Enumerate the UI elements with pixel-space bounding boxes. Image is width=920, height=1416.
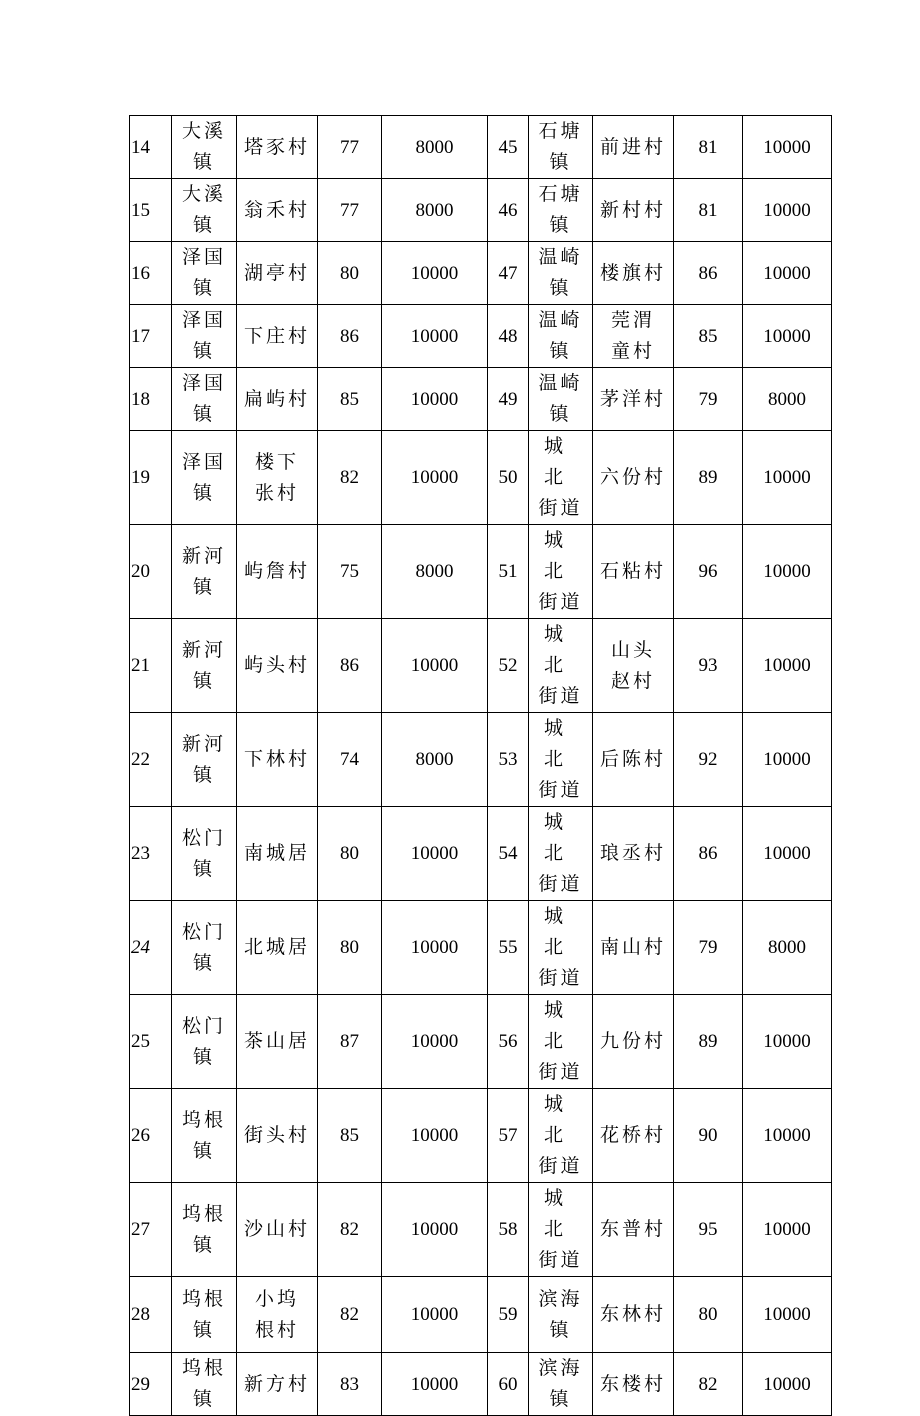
amount-right: 10000 [743, 1353, 832, 1416]
town-right [529, 901, 593, 995]
score-right: 82 [674, 1353, 743, 1416]
village-right: 东楼村 [593, 1353, 674, 1416]
amount-right: 10000 [743, 1183, 832, 1277]
cell-line: 街道 [538, 1061, 583, 1083]
village-left: 下庄村 [237, 305, 318, 368]
row-number-right: 50 [488, 431, 529, 525]
row-number-left: 24 [130, 901, 172, 995]
row-number-right: 48 [488, 305, 529, 368]
row-number-left: 20 [130, 525, 172, 619]
town-left [172, 713, 237, 807]
cell-line: 城北 [543, 999, 577, 1052]
village-right: 东林村 [593, 1277, 674, 1353]
amount-left: 10000 [382, 807, 488, 901]
village-right: 新村村 [593, 179, 674, 242]
amount-left: 10000 [382, 431, 488, 525]
cell-line: 街道 [538, 873, 583, 895]
town-right [529, 431, 593, 525]
score-right: 86 [674, 242, 743, 305]
score-right: 86 [674, 807, 743, 901]
score-left: 75 [318, 525, 382, 619]
row-number-right: 46 [488, 179, 529, 242]
row-number-left: 19 [130, 431, 172, 525]
cell-line: 镇 [192, 1388, 215, 1410]
cell-line: 镇 [192, 669, 215, 692]
cell-line: 镇 [549, 151, 572, 173]
village-right: 东普村 [593, 1183, 674, 1277]
table-row [130, 901, 832, 995]
cell-line: 街道 [538, 1155, 583, 1177]
cell-line: 镇 [192, 1045, 215, 1068]
town-right [529, 1277, 593, 1353]
cell-line: 新河 [181, 638, 226, 661]
cell-line: 新河 [181, 544, 226, 567]
cell-line: 镇 [192, 214, 215, 236]
amount-left: 8000 [382, 713, 488, 807]
row-number-left: 27 [130, 1183, 172, 1277]
village-left: 新方村 [237, 1353, 318, 1416]
cell-line: 街道 [538, 497, 583, 519]
row-number-left: 25 [130, 995, 172, 1089]
amount-right: 10000 [743, 1089, 832, 1183]
score-left: 82 [318, 431, 382, 525]
town-left [172, 431, 237, 525]
score-right: 95 [674, 1183, 743, 1277]
cell-line: 小坞 [254, 1287, 299, 1310]
amount-right: 8000 [743, 368, 832, 431]
row-number-right: 54 [488, 807, 529, 901]
score-left: 85 [318, 368, 382, 431]
score-right: 89 [674, 995, 743, 1089]
cell-line: 镇 [549, 1388, 572, 1410]
cell-line: 镇 [192, 1139, 215, 1162]
cell-line: 滨海 [538, 1287, 583, 1310]
village-left: 南城居 [237, 807, 318, 901]
amount-right: 10000 [743, 1277, 832, 1353]
score-left: 80 [318, 901, 382, 995]
cell-line: 温崎 [538, 372, 583, 394]
cell-line: 松门 [181, 826, 226, 849]
score-left: 74 [318, 713, 382, 807]
row-number-right: 52 [488, 619, 529, 713]
cell-line: 莞渭 [610, 309, 655, 331]
score-right: 79 [674, 368, 743, 431]
village-right: 前进村 [593, 116, 674, 179]
score-left: 77 [318, 179, 382, 242]
score-right: 79 [674, 901, 743, 995]
amount-right: 10000 [743, 995, 832, 1089]
row-number-right: 53 [488, 713, 529, 807]
amount-right: 10000 [743, 713, 832, 807]
cell-line: 城北 [543, 905, 577, 958]
amount-left: 10000 [382, 368, 488, 431]
cell-line: 镇 [192, 340, 215, 362]
cell-line: 大溪 [181, 120, 226, 142]
cell-line: 新河 [181, 732, 226, 755]
cell-line: 城北 [543, 811, 577, 864]
cell-line: 温崎 [538, 309, 583, 331]
town-right [529, 116, 593, 179]
cell-line: 泽国 [181, 246, 226, 268]
cell-line: 松门 [181, 920, 226, 943]
town-left [172, 807, 237, 901]
village-right: 楼旗村 [593, 242, 674, 305]
score-left: 86 [318, 619, 382, 713]
score-left: 77 [318, 116, 382, 179]
town-left [172, 179, 237, 242]
cell-line: 城北 [543, 529, 577, 582]
village-left: 沙山村 [237, 1183, 318, 1277]
village-right: 茅洋村 [593, 368, 674, 431]
score-left: 80 [318, 242, 382, 305]
cell-line: 镇 [549, 214, 572, 236]
village-left: 翁禾村 [237, 179, 318, 242]
cell-line: 城北 [543, 623, 577, 676]
village-left: 下林村 [237, 713, 318, 807]
row-number-left: 16 [130, 242, 172, 305]
amount-left: 10000 [382, 619, 488, 713]
cell-line: 镇 [192, 575, 215, 598]
village-left: 茶山居 [237, 995, 318, 1089]
score-left: 82 [318, 1277, 382, 1353]
amount-right: 10000 [743, 807, 832, 901]
amount-right: 10000 [743, 525, 832, 619]
cell-line: 泽国 [181, 309, 226, 331]
amount-left: 10000 [382, 242, 488, 305]
cell-line: 松门 [181, 1014, 226, 1037]
table-row [130, 368, 832, 431]
row-number-left: 29 [130, 1353, 172, 1416]
village-left: 屿詹村 [237, 525, 318, 619]
row-number-left: 23 [130, 807, 172, 901]
cell-line: 镇 [192, 277, 215, 299]
town-left [172, 1089, 237, 1183]
town-right [529, 713, 593, 807]
table-row [130, 525, 832, 619]
row-number-left: 22 [130, 713, 172, 807]
row-number-right: 55 [488, 901, 529, 995]
amount-right: 8000 [743, 901, 832, 995]
amount-right: 10000 [743, 242, 832, 305]
town-left [172, 1353, 237, 1416]
town-right [529, 995, 593, 1089]
row-number-left: 28 [130, 1277, 172, 1353]
amount-left: 10000 [382, 901, 488, 995]
cell-line: 镇 [192, 1233, 215, 1256]
row-number-right: 49 [488, 368, 529, 431]
town-right [529, 619, 593, 713]
cell-line: 街道 [538, 1249, 583, 1271]
cell-line: 石塘 [538, 120, 583, 142]
row-number-right: 58 [488, 1183, 529, 1277]
town-left [172, 1183, 237, 1277]
amount-left: 10000 [382, 1183, 488, 1277]
table-row [130, 807, 832, 901]
village-right: 九份村 [593, 995, 674, 1089]
row-number-left: 14 [130, 116, 172, 179]
village-left [237, 1277, 318, 1353]
score-right: 90 [674, 1089, 743, 1183]
table-row [130, 1353, 832, 1416]
village-right: 石粘村 [593, 525, 674, 619]
amount-left: 10000 [382, 1277, 488, 1353]
row-number-left: 26 [130, 1089, 172, 1183]
town-left [172, 1277, 237, 1353]
town-right [529, 242, 593, 305]
cell-line: 镇 [549, 340, 572, 362]
cell-line: 温崎 [538, 246, 583, 268]
cell-line: 镇 [192, 151, 215, 173]
table-row [130, 179, 832, 242]
cell-line: 镇 [549, 277, 572, 299]
cell-line: 童村 [610, 340, 655, 362]
table-row [130, 116, 832, 179]
table-row [130, 242, 832, 305]
score-right: 80 [674, 1277, 743, 1353]
town-right [529, 807, 593, 901]
score-right: 81 [674, 116, 743, 179]
village-right: 六份村 [593, 431, 674, 525]
row-number-left: 17 [130, 305, 172, 368]
row-number-right: 51 [488, 525, 529, 619]
village-left [237, 431, 318, 525]
village-right [593, 305, 674, 368]
score-left: 83 [318, 1353, 382, 1416]
cell-line: 坞根 [181, 1108, 226, 1131]
town-right [529, 368, 593, 431]
amount-left: 10000 [382, 1089, 488, 1183]
town-left [172, 901, 237, 995]
row-number-right: 56 [488, 995, 529, 1089]
town-left [172, 368, 237, 431]
village-right: 南山村 [593, 901, 674, 995]
village-subsidy-table [129, 115, 832, 1416]
town-right [529, 305, 593, 368]
cell-line: 楼下 [254, 450, 299, 473]
cell-line: 城北 [543, 1093, 577, 1146]
score-left: 80 [318, 807, 382, 901]
amount-left: 8000 [382, 525, 488, 619]
cell-line: 街道 [538, 591, 583, 613]
amount-right: 10000 [743, 619, 832, 713]
cell-line: 石塘 [538, 183, 583, 205]
cell-line: 镇 [192, 763, 215, 786]
amount-left: 10000 [382, 305, 488, 368]
amount-left: 8000 [382, 116, 488, 179]
village-right: 花桥村 [593, 1089, 674, 1183]
town-right [529, 1089, 593, 1183]
village-left: 湖亭村 [237, 242, 318, 305]
cell-line: 坞根 [181, 1202, 226, 1225]
score-left: 85 [318, 1089, 382, 1183]
table-row [130, 1183, 832, 1277]
town-left [172, 995, 237, 1089]
village-right: 后陈村 [593, 713, 674, 807]
cell-line: 镇 [192, 951, 215, 974]
town-left [172, 242, 237, 305]
table-row [130, 1277, 832, 1353]
cell-line: 大溪 [181, 183, 226, 205]
village-left: 街头村 [237, 1089, 318, 1183]
row-number-right: 45 [488, 116, 529, 179]
table-row [130, 1089, 832, 1183]
score-left: 82 [318, 1183, 382, 1277]
amount-left: 10000 [382, 995, 488, 1089]
town-right [529, 1183, 593, 1277]
row-number-right: 60 [488, 1353, 529, 1416]
row-number-left: 21 [130, 619, 172, 713]
score-left: 87 [318, 995, 382, 1089]
table-row [130, 619, 832, 713]
cell-line: 街道 [538, 967, 583, 989]
village-left: 扁屿村 [237, 368, 318, 431]
cell-line: 镇 [192, 857, 215, 880]
row-number-right: 47 [488, 242, 529, 305]
town-left [172, 305, 237, 368]
table-row [130, 431, 832, 525]
table-row [130, 305, 832, 368]
cell-line: 城北 [543, 435, 577, 488]
amount-left: 8000 [382, 179, 488, 242]
row-number-left: 15 [130, 179, 172, 242]
cell-line: 城北 [543, 1187, 577, 1240]
village-right [593, 619, 674, 713]
amount-right: 10000 [743, 305, 832, 368]
row-number-right: 57 [488, 1089, 529, 1183]
village-left: 北城居 [237, 901, 318, 995]
score-right: 85 [674, 305, 743, 368]
table-body [130, 116, 832, 1416]
cell-line: 坞根 [181, 1357, 226, 1379]
town-right [529, 525, 593, 619]
cell-line: 镇 [192, 1318, 215, 1341]
amount-right: 10000 [743, 431, 832, 525]
town-right [529, 179, 593, 242]
cell-line: 街道 [538, 779, 583, 801]
village-left: 屿头村 [237, 619, 318, 713]
cell-line: 镇 [549, 403, 572, 425]
row-number-left: 18 [130, 368, 172, 431]
town-left [172, 525, 237, 619]
score-left: 86 [318, 305, 382, 368]
cell-line: 街道 [538, 685, 583, 707]
score-right: 81 [674, 179, 743, 242]
village-right: 琅丞村 [593, 807, 674, 901]
amount-left: 10000 [382, 1353, 488, 1416]
town-right [529, 1353, 593, 1416]
cell-line: 镇 [549, 1318, 572, 1341]
cell-line: 坞根 [181, 1287, 226, 1310]
table-row [130, 713, 832, 807]
town-left [172, 116, 237, 179]
score-right: 96 [674, 525, 743, 619]
amount-right: 10000 [743, 116, 832, 179]
cell-line: 镇 [192, 403, 215, 425]
town-left [172, 619, 237, 713]
cell-line: 城北 [543, 717, 577, 770]
cell-line: 张村 [254, 481, 299, 504]
cell-line: 镇 [192, 481, 215, 504]
score-right: 93 [674, 619, 743, 713]
amount-right: 10000 [743, 179, 832, 242]
score-right: 92 [674, 713, 743, 807]
cell-line: 泽国 [181, 372, 226, 394]
cell-line: 赵村 [610, 669, 655, 692]
cell-line: 滨海 [538, 1357, 583, 1379]
cell-line: 根村 [254, 1318, 299, 1341]
row-number-right: 59 [488, 1277, 529, 1353]
cell-line: 泽国 [181, 450, 226, 473]
table-row [130, 995, 832, 1089]
village-left: 塔豕村 [237, 116, 318, 179]
cell-line: 山头 [610, 638, 655, 661]
score-right: 89 [674, 431, 743, 525]
